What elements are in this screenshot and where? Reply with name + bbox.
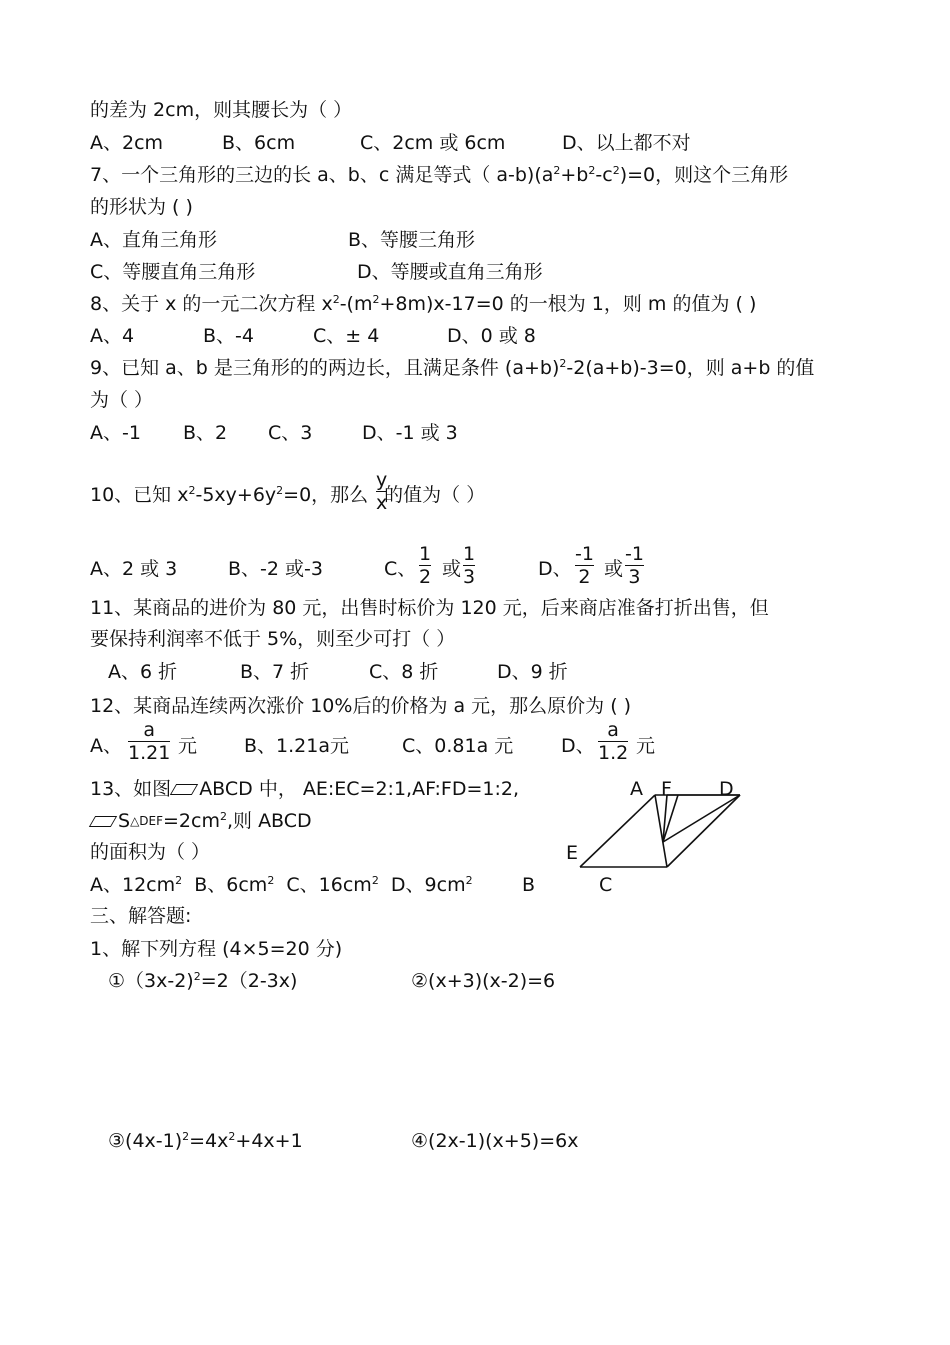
q12-option-b: B、1.21a元 <box>244 735 349 757</box>
q13-stem: 13、如图 ABCD 中， AE:EC=2:1,AF:FD=1:2, <box>90 778 520 800</box>
q10-c-frac-1: 1 2 <box>419 543 432 588</box>
q7-stem-2: 的形状为 ( ) <box>90 196 193 218</box>
q12-d-unit: 元 <box>636 735 656 757</box>
figure-label-f: F <box>661 778 672 800</box>
figure-label-c: C <box>599 874 613 896</box>
q10-c-frac-2: 1 3 <box>463 543 476 588</box>
q8-option-c: C、± 4 <box>313 325 380 347</box>
figure-label-e: E <box>566 842 579 864</box>
q7-option-c: C、等腰直角三角形 <box>90 261 256 283</box>
section-3-heading: 三、解答题: <box>90 905 192 927</box>
q6-stem-tail: 的差为 2cm，则其腰长为（ ） <box>90 99 353 121</box>
q13-options: A、$12cm^2$ B、$6cm^2$ C、$16cm^2$ D、$9cm^2$ <box>90 874 473 896</box>
figure-label-d: D <box>719 778 734 800</box>
q10-option-d: D、 <box>538 558 572 580</box>
q10-d-frac-2: -1 3 <box>625 543 644 588</box>
q6-option-a: A、2cm <box>90 132 164 154</box>
q12-a-frac: a 1.21 <box>128 719 171 764</box>
q7-stem: 7、一个三角形的三边的长 a、b、c 满足等式（ $a-b)(a^2+b^2-c^2)=0$，则这个三角形 <box>90 164 789 186</box>
q8-stem: 8、关于 x 的一元二次方程 $x^2-(m^2+8m)x-17=0$ 的一根为 1，则 m 的值为 ( ) <box>90 293 757 315</box>
q10-stem: 10、已知 $x^2-5xy+6y^2=0$，那么 的值为（ ） <box>90 484 486 506</box>
q8-option-b: B、-4 <box>203 325 254 347</box>
q11-stem-2: 要保持利润率不低于 5%，则至少可打（ ） <box>90 628 456 650</box>
figure-label-b: B <box>522 874 536 896</box>
q12-stem: 12、某商品连续两次涨价 10%后的价格为 a 元，那么原价为 ( ) <box>90 695 632 717</box>
q7-option-b: B、等腰三角形 <box>348 229 476 251</box>
q9-option-d: D、-1 或 3 <box>362 422 458 444</box>
q11-option-a: A、6 折 <box>108 661 178 683</box>
q10-d-frac-1: -1 2 <box>575 543 594 588</box>
q12-option-c: C、0.81a 元 <box>402 735 514 757</box>
equation-1: ①（3x-2)$^2$=2（2-3x) <box>108 970 298 992</box>
q13-stem-2: $S\triangle DEF=2cm^2$,则 ABCD <box>90 809 312 833</box>
q12-a-unit: 元 <box>178 735 198 757</box>
q11-stem: 11、某商品的进价为 80 元，出售时标价为 120 元，后来商店准备打折出售，但 <box>90 597 769 619</box>
q10-d-or: 或 <box>604 558 624 580</box>
q11-option-c: C、8 折 <box>369 661 439 683</box>
equation-4: ④(2x-1)(x+5)=6x <box>411 1130 579 1152</box>
edge-ba <box>580 795 655 867</box>
q10-option-c: C、 <box>384 558 417 580</box>
equation-3: $③(4x-1)^2=4x^2+4x+1$ <box>108 1130 303 1152</box>
q11-option-b: B、7 折 <box>240 661 310 683</box>
parallelogram-icon <box>170 784 198 795</box>
equation-2: ②(x+3)(x-2)=6 <box>411 970 556 992</box>
q8-option-a: A、4 <box>90 325 135 347</box>
q9-stem: 9、已知 a、b 是三角形的的两边长，且满足条件 $(a+b)^2-2(a+b)-3=0$，则 a+b 的值 <box>90 357 815 379</box>
figure-label-a: A <box>630 778 643 800</box>
q9-option-c: C、3 <box>268 422 313 444</box>
q13-stem-3: 的面积为（ ） <box>90 841 211 863</box>
s1-heading: 1、解下列方程 (4×5=20 分) <box>90 938 343 960</box>
q6-option-b: B、6cm <box>222 132 296 154</box>
q10-fraction: y x <box>376 469 388 514</box>
q7-option-d: D、等腰或直角三角形 <box>357 261 543 283</box>
q6-option-d: D、以上都不对 <box>562 132 691 154</box>
q9-stem-2: 为（ ） <box>90 389 154 411</box>
q11-option-d: D、9 折 <box>497 661 568 683</box>
diagonal-ac <box>655 795 667 867</box>
q12-option-a: A、 <box>90 735 122 757</box>
segment-ed <box>663 795 740 842</box>
parallelogram-icon <box>89 816 117 827</box>
q6-option-c: C、2cm 或 6cm <box>360 132 506 154</box>
q9-option-b: B、2 <box>183 422 228 444</box>
q9-option-a: A、-1 <box>90 422 141 444</box>
q12-option-d: D、 <box>561 735 595 757</box>
q12-d-frac: a 1.2 <box>598 719 629 764</box>
q10-c-or: 或 <box>442 558 462 580</box>
q7-option-a: A、直角三角形 <box>90 229 217 251</box>
q8-option-d: D、0 或 8 <box>447 325 536 347</box>
edge-dc <box>667 795 740 867</box>
q10-option-a: A、2 或 3 <box>90 558 178 580</box>
q10-option-b: B、-2 或-3 <box>228 558 323 580</box>
